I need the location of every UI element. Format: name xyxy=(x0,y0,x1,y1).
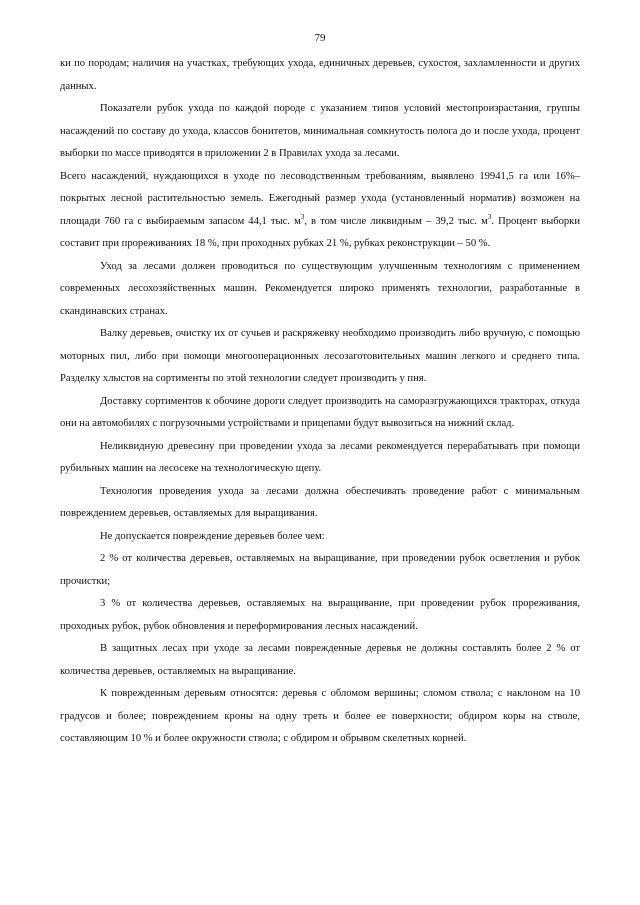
paragraph xyxy=(60,481,580,526)
paragraph xyxy=(60,548,580,593)
paragraph xyxy=(60,436,580,481)
paragraph xyxy=(60,638,580,683)
paragraph-text: К поврежденным деревьям относятся: деревья с обломом вершины; сломом ствола; с наклоном на 10 градусов и более; повреждением кроны на одну треть и более ее поверхности; обдиром коры на стволе, составляющим 10 % и более окружности ствола; с обдиром и обрывом скелетных корней. xyxy=(60,688,580,744)
paragraph-text: , в том числе ликвидным – 39,2 тыс. м xyxy=(304,215,488,227)
paragraph-text: 2 % от количества деревьев, оставляемых на выращивание, при проведении рубок осветления и рубок прочистки; xyxy=(60,553,580,587)
paragraph xyxy=(60,391,580,436)
paragraph xyxy=(60,98,580,166)
paragraph xyxy=(60,256,580,324)
body-text xyxy=(60,53,580,751)
page-number: 79 xyxy=(314,32,326,44)
paragraph xyxy=(60,593,580,638)
paragraph xyxy=(60,526,580,549)
paragraph xyxy=(60,166,580,256)
paragraph-text: В защитных лесах при уходе за лесами поврежденные деревья не должны составлять более 2 % от количества деревьев, оставляемых на выращивание. xyxy=(60,643,580,677)
paragraph-text: Технология проведения ухода за лесами должна обеспечивать проведение работ с минимальным повреждением деревьев, оставляемых для выращивания. xyxy=(60,485,580,519)
paragraph-text: . Процент выборки составит при прореживаниях 18 %, при проходных рубках 21 %, рубках реконструкции – 50 %. xyxy=(60,215,580,249)
paragraph-text: ки по породам; наличия на участках, требующих ухода, единичных деревьев, сухостоя, захламленности и других данных. xyxy=(60,58,580,92)
paragraph-text: Доставку сортиментов к обочине дороги следует производить на саморазгружающихся тракторах, откуда они на автомобилях с погрузочными устройствами и прицепами будут вывозиться на нижний склад. xyxy=(60,395,580,429)
paragraph-text: Неликвидную древесину при проведении ухода за лесами рекомендуется перерабатывать при помощи рубильных машин на лесосеке на технологическую щепу. xyxy=(60,440,580,474)
superscript: 3 xyxy=(487,212,492,221)
paragraph-text: Не допускается повреждение деревьев более чем: xyxy=(100,530,325,542)
paragraph-text: Всего насаждений, нуждающихся в уходе по лесоводственным требованиям, выявлено 19941,5 га или 16%– покрытых лесной растительностью земель. Ежегодный размер ухода (установленный норматив) возможен на площади 760 га с выбираемым запасом 44,1 тыс. м xyxy=(60,170,580,227)
paragraph xyxy=(60,683,580,751)
paragraph xyxy=(60,53,580,98)
paragraph xyxy=(60,323,580,391)
superscript: 3 xyxy=(300,212,305,221)
paragraph-text: Показатели рубок ухода по каждой породе с указанием типов условий местопроизрастания, группы насаждений по составу до ухода, классов бонитетов, минимальная сомкнутость полога до и после ухода, процент выборки по массе приводятся в приложении 2 в Правилах ухода за лесами. xyxy=(60,103,580,159)
paragraph-text: Уход за лесами должен проводиться по существующим улучшенным технологиям с применением современных лесохозяйственных машин. Рекомендуется широко применять технологии, разработанные в скандинавских странах. xyxy=(60,260,580,317)
paragraph-text: 3 % от количества деревьев, оставляемых на выращивание, при проведении рубок прореживания, проходных рубок, рубок обновления и переформирования лесных насаждений. xyxy=(60,598,580,632)
paragraph-text: Валку деревьев, очистку их от сучьев и раскряжевку необходимо производить либо вручную, с помощью моторных пил, либо при помощи многооперационных лесозаготовительных машин легкого и среднего типа. Разделку хлыстов на сортименты по этой технологии следует производить у пня. xyxy=(60,328,580,384)
